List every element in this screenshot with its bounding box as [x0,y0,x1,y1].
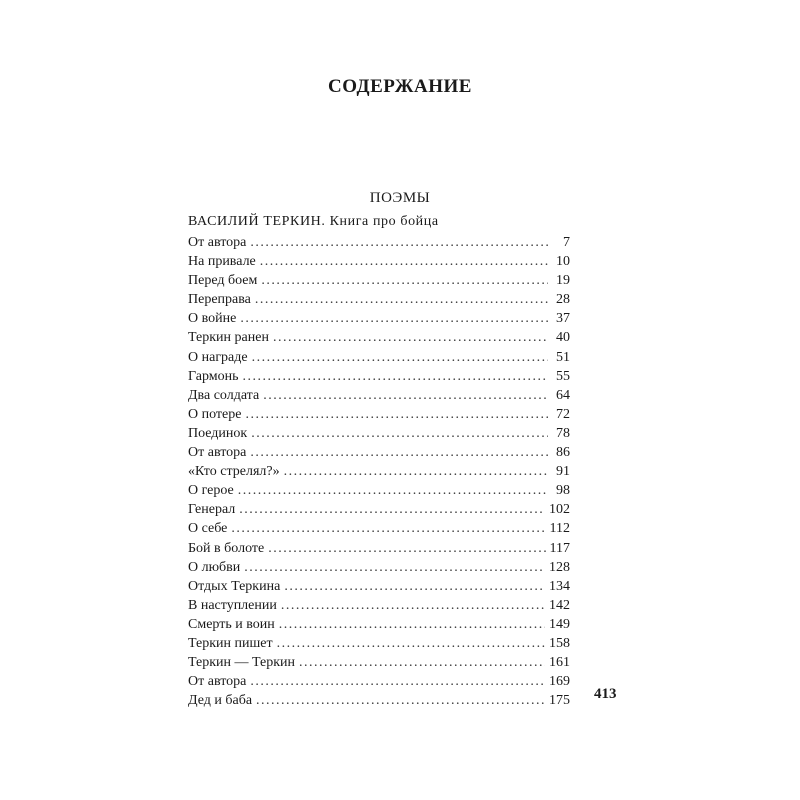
dot-leader [244,558,545,577]
dot-leader [260,252,548,271]
dot-leader [238,481,548,500]
toc-entry [188,233,570,252]
dot-leader [245,405,548,424]
toc-entry [188,519,570,538]
toc-entry [188,309,570,328]
dot-leader [263,386,548,405]
section-title: ПОЭМЫ [369,190,431,206]
toc-entry-page: 28 [556,292,570,308]
toc-entry-title: Переправа [188,292,251,308]
toc-entry-page: 64 [556,387,570,403]
toc-entry-title: Перед боем [188,273,258,289]
toc-entry-page: 19 [556,273,570,289]
toc-entry-page: 78 [556,425,570,441]
toc-entry [188,634,570,653]
dot-leader [252,348,548,367]
toc-entry-page: 72 [556,406,570,422]
toc-entry [188,271,570,290]
toc-entry-title: О любви [188,559,241,575]
toc-entry-title: Теркин пишет [188,635,273,651]
dot-leader [239,500,545,519]
toc-entry [188,558,570,577]
dot-leader [250,443,548,462]
dot-leader [284,577,545,596]
toc-entry [188,481,570,500]
toc-entry-title: О себе [188,521,228,537]
toc-entry [188,290,570,309]
toc-entry-page: 134 [549,578,570,594]
toc-entry [188,252,570,271]
toc-entry-page: 10 [556,254,570,270]
toc-entry-title: Поединок [188,425,248,441]
toc-entry-page: 158 [549,635,570,651]
toc-entry [188,596,570,615]
toc-entry-title: О герое [188,483,234,499]
dot-leader [273,328,548,347]
contents-heading: СОДЕРЖАНИЕ [328,76,472,97]
toc-entry-title: Отдых Теркина [188,578,281,594]
toc-entry-title: Теркин ранен [188,330,269,346]
dot-leader [242,367,548,386]
dot-leader [261,271,548,290]
toc-entry-page: 128 [549,559,570,575]
toc-entry [188,577,570,596]
toc-entry-page: 142 [549,597,570,613]
toc-entry [188,500,570,519]
toc-entry-title: Два солдата [188,387,260,403]
toc-entry-page: 149 [549,616,570,632]
toc-entry [188,328,570,347]
toc-entry-title: Гармонь [188,368,239,384]
toc-entry-page: 91 [556,464,570,480]
dot-leader [299,653,545,672]
toc-entry [188,539,570,558]
toc-entry-title: О войне [188,311,237,327]
dot-leader [255,290,548,309]
toc-entry [188,424,570,443]
toc-entry [188,405,570,424]
toc-entry [188,367,570,386]
page-number: 413 [594,686,617,702]
dot-leader [240,309,548,328]
dot-leader [268,539,545,558]
toc-entry-page: 7 [563,235,570,250]
toc-entry-page: 112 [549,521,570,537]
book-title: ВАСИЛИЙ ТЕРКИН. Книга про бойца [188,214,439,229]
toc-entry [188,672,570,691]
toc-entry [188,348,570,367]
toc-entry [188,443,570,462]
toc-entry-title: Генерал [188,502,236,518]
dot-leader [256,691,545,710]
dot-leader [251,424,548,443]
toc-entry [188,386,570,405]
toc-entry-title: О награде [188,349,248,365]
dot-leader [231,519,545,538]
toc-entry-title: Теркин — Теркин [188,655,296,671]
toc-entry-page: 161 [549,655,570,671]
toc-entry [188,462,570,481]
toc-entry-page: 86 [556,445,570,461]
toc-entry-title: Смерть и воин [188,616,275,632]
dot-leader [250,672,545,691]
toc-entry-page: 169 [549,674,570,690]
table-of-contents [188,233,570,710]
toc-entry-title: От автора [188,235,247,250]
toc-entry-page: 40 [556,330,570,346]
dot-leader [277,634,545,653]
toc-entry-page: 37 [556,311,570,327]
toc-entry-page: 175 [549,693,570,709]
dot-leader [279,615,545,634]
toc-entry [188,653,570,672]
toc-entry-title: От автора [188,674,247,690]
toc-entry-page: 117 [549,540,570,556]
toc-entry-title: О потере [188,406,242,422]
dot-leader [250,233,548,252]
toc-entry-title: «Кто стрелял?» [188,464,280,480]
toc-entry-title: На привале [188,254,256,270]
dot-leader [281,596,545,615]
toc-entry [188,691,570,710]
toc-entry-page: 51 [556,349,570,365]
toc-entry-title: Бой в болоте [188,540,265,556]
toc-entry [188,615,570,634]
toc-entry-page: 55 [556,368,570,384]
toc-entry-title: В наступлении [188,597,277,613]
dot-leader [284,462,548,481]
toc-entry-page: 102 [549,502,570,518]
toc-entry-title: От автора [188,445,247,461]
toc-entry-page: 98 [556,483,570,499]
toc-entry-title: Дед и баба [188,693,253,709]
